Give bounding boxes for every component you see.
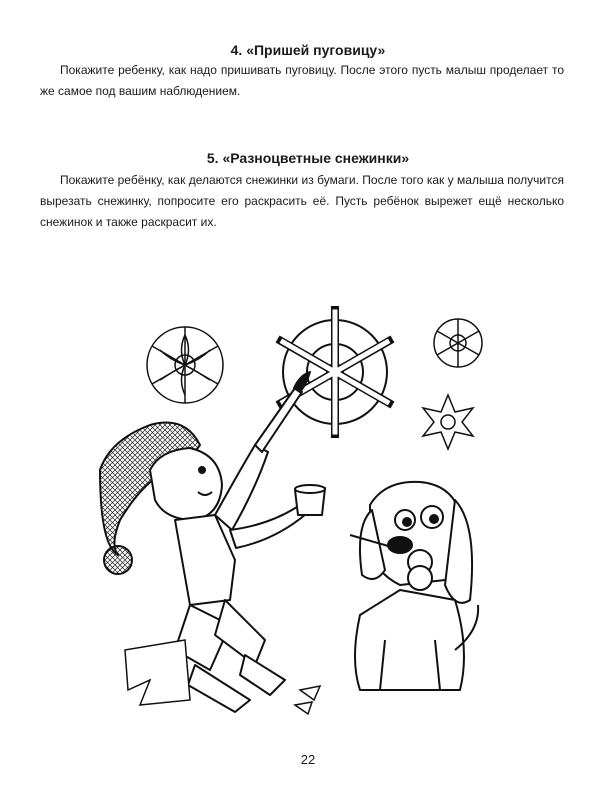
puppy-figure	[350, 482, 478, 690]
snowflake-top-right	[434, 319, 482, 367]
snowflake-left	[147, 327, 223, 403]
section-4-title: 4. «Пришей пуговицу»	[230, 42, 386, 58]
section-5-text: Покажите ребёнку, как делаются снежинки из бумаги. После того как у малыша получится вырезать снежинку, попросите его раскрасить её. Пусть ребёнок вырежет ещё несколько снежинок и также раскрасит их.	[40, 173, 564, 229]
snowflake-right	[423, 395, 473, 449]
section-4-text: Покажите ребенку, как надо пришивать пуговицу. После этого пусть малыш проделает то же самое под вашим наблюдением.	[40, 63, 564, 98]
page-number: 22	[300, 752, 316, 767]
section-5-title: 5. «Разноцветные снежинки»	[206, 150, 410, 166]
illustration-boy-painting-snowflakes	[0, 290, 616, 720]
large-snowflake	[281, 310, 389, 434]
